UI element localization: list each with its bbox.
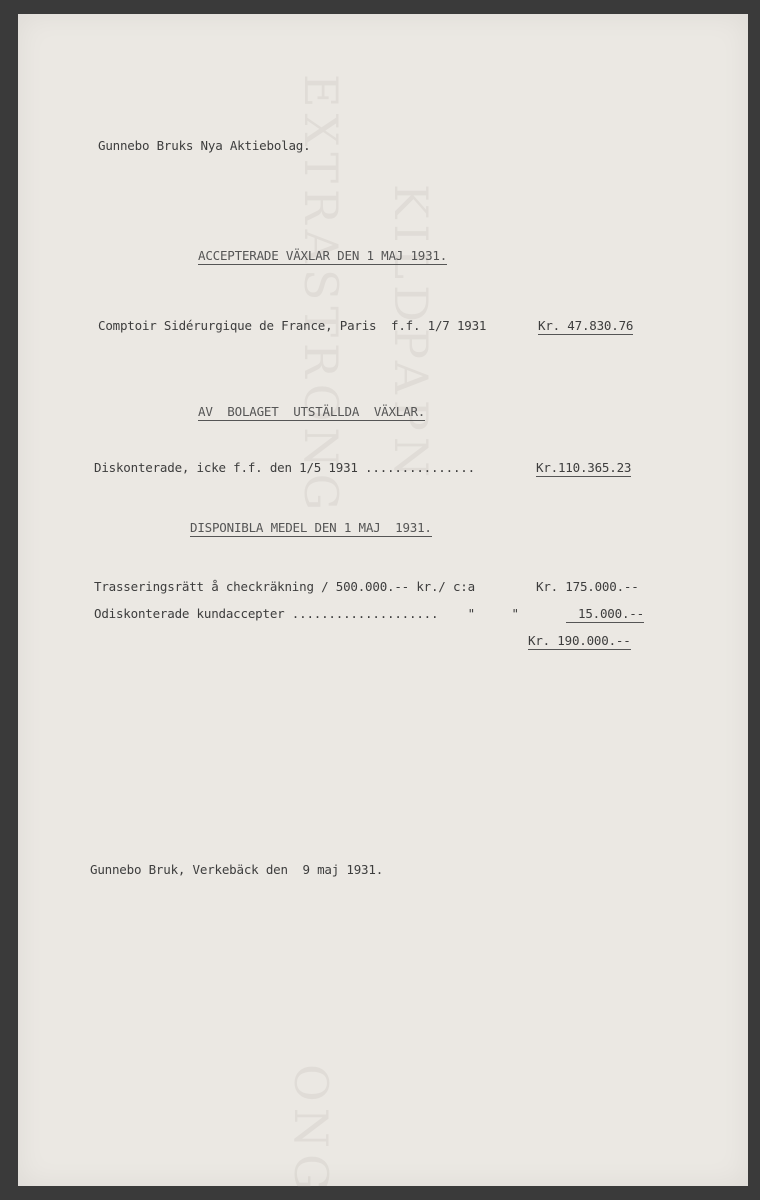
section3-heading: DISPONIBLA MEDEL DEN 1 MAJ 1931. <box>190 520 432 535</box>
section2-amount: Kr.110.365.23 <box>536 460 632 475</box>
place-and-date: Gunnebo Bruk, Verkebäck den 9 maj 1931. <box>90 862 384 877</box>
section3-row1-label: Trasseringsrätt å checkräkning / 500.000.-- kr./ c:a <box>94 579 475 594</box>
paper-watermark-3: ONG <box>284 1064 338 1197</box>
section1-amount: Kr. 47.830.76 <box>538 318 634 333</box>
document-page <box>18 14 748 1197</box>
section3-row2-amount: 15.000.-- <box>566 606 644 623</box>
paper-watermark-2: KILDPAPN <box>384 184 438 484</box>
section3-row2-label: Odiskonterade kundaccepter .................... " " <box>94 606 519 621</box>
section1-line-label: Comptoir Sidérurgique de France, Paris f.f. 1/7 1931 <box>98 318 487 333</box>
section2-heading: AV BOLAGET UTSTÄLLDA VÄXLAR. <box>198 404 426 419</box>
section2-line-label: Diskonterade, icke f.f. den 1/5 1931 ............... <box>94 460 475 475</box>
section1-heading: ACCEPTERADE VÄXLAR DEN 1 MAJ 1931. <box>198 248 448 263</box>
company-name: Gunnebo Bruks Nya Aktiebolag. <box>98 138 311 153</box>
section3-row1-amount: Kr. 175.000.-- <box>536 579 639 594</box>
paper-watermark-1: EXTRASTRONG <box>294 74 348 517</box>
section3-total: Kr. 190.000.-- <box>528 633 631 648</box>
